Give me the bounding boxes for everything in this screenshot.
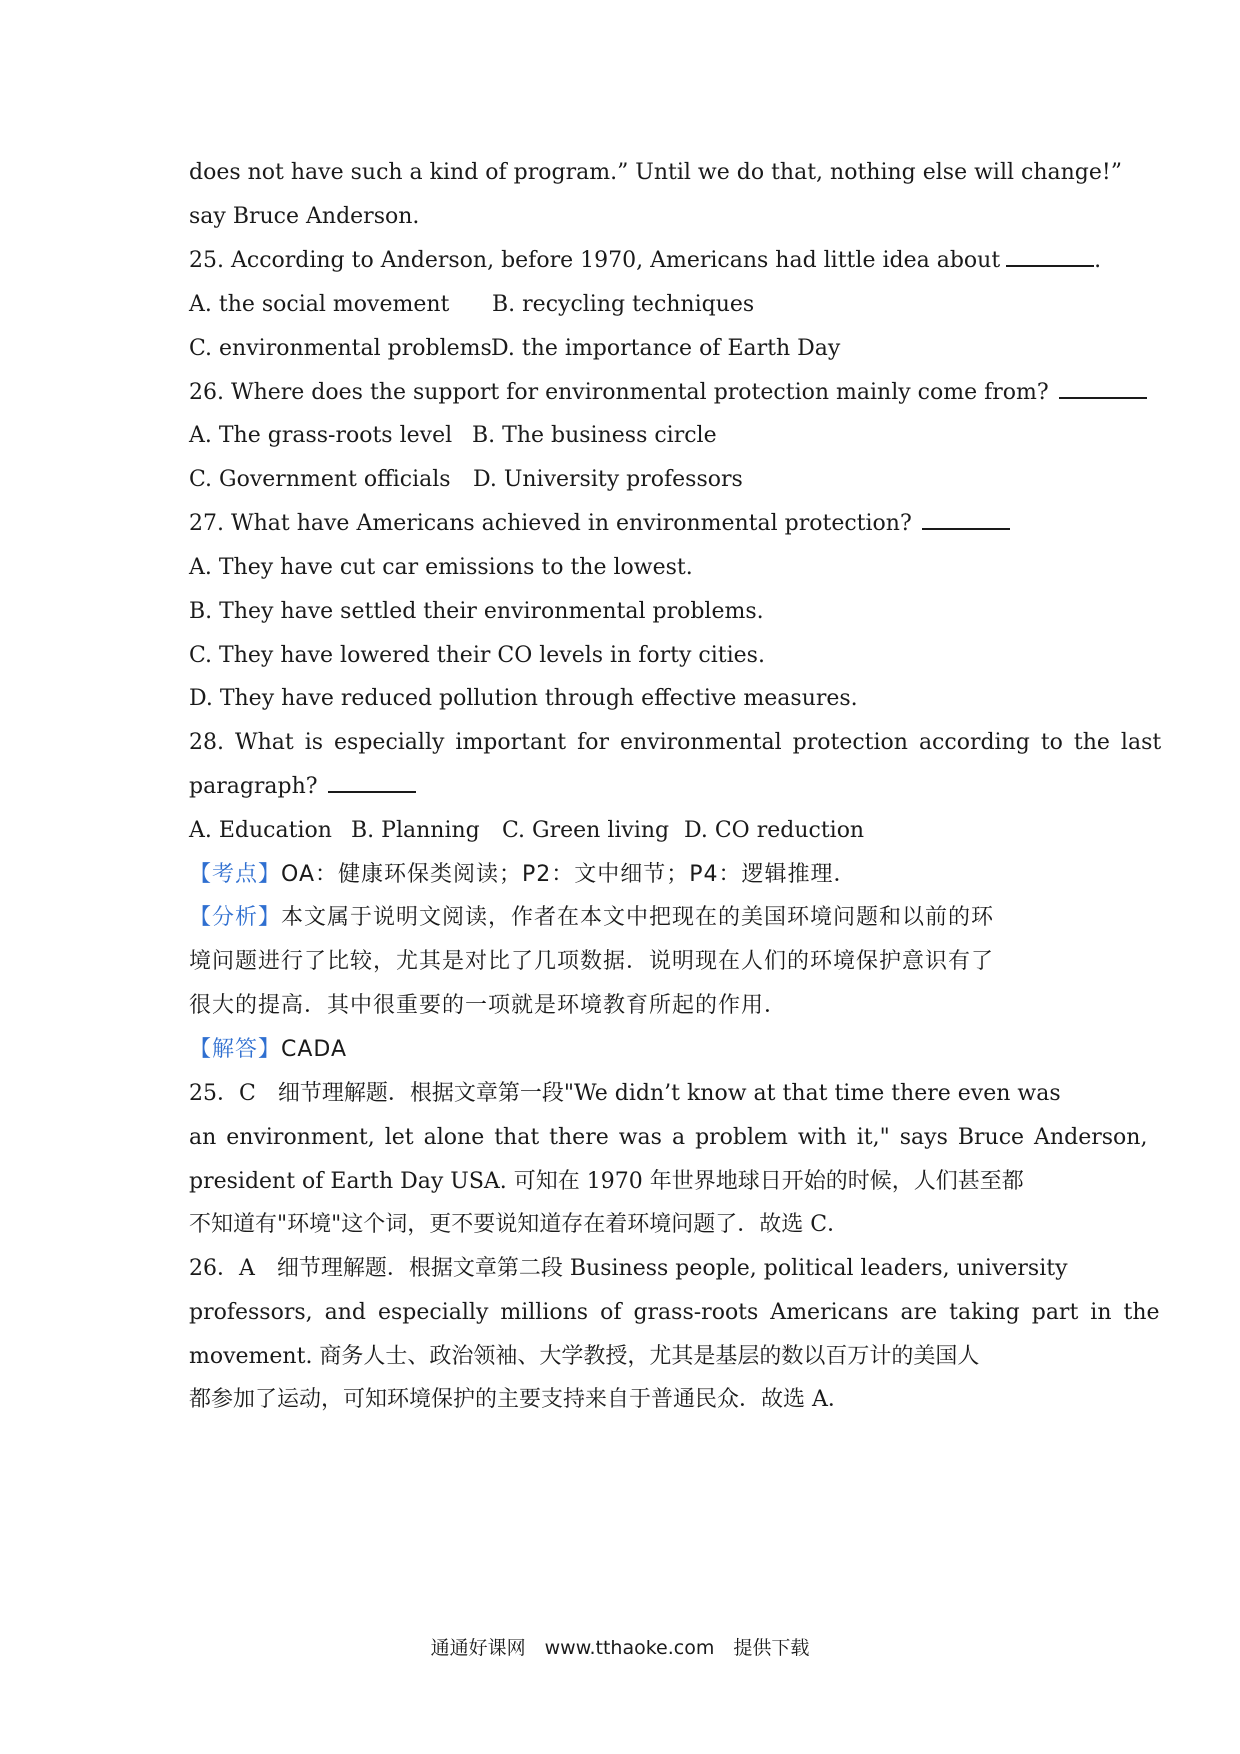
question-27-stem [189,506,1059,542]
jieda-text: CADA [281,1037,348,1062]
fenxi-line-3: 很大的提高．其中很重要的一项就是环境教育所起的作用． [189,993,788,1018]
fenxi-tag: 【分析】 [189,905,282,930]
explanation-26-line-2: professors, and especially millions of grass-roots Americans are taking part in the [189,1300,1160,1325]
fenxi-line-2: 境问题进行了比较，尤其是对比了几项数据．说明现在人们的环境保护意识有了 [189,949,995,974]
question-28-text: paragraph? [189,774,318,799]
option-d: D. CO reduction [684,818,865,843]
option-d: D. University professors [473,467,743,492]
answer-blank [1006,243,1094,267]
question-27-option-b: B. They have settled their environmental problems. [189,599,764,624]
explanation-26-line-1: 26．A 细节理解题．根据文章第二段 Business people, political leaders, university [189,1256,1068,1281]
explanation-25-line-4: 不知道有"环境"这个词，更不要说知道存在着环境问题了．故选 C． [189,1212,850,1237]
explanation-26-line-4: 都参加了运动，可知环境保护的主要支持来自于普通民众．故选 A． [189,1387,850,1412]
question-27-option-d: D. They have reduced pollution through effective measures. [189,686,858,711]
kaodian-line [189,857,1059,893]
fenxi-text: 本文属于说明文阅读，作者在本文中把现在的美国环境问题和以前的环 [281,905,995,930]
explanation-25-line-3: president of Earth Day USA. 可知在 1970 年世界地球日开始的时候，人们甚至都 [189,1169,1024,1194]
option-d: D. the importance of Earth Day [491,336,841,361]
question-25-text: 25. According to Anderson, before 1970, Americans had little idea about [189,248,1001,273]
fenxi-line-1 [189,900,1059,936]
option-c: C. Government officials [189,467,451,492]
answer-blank [328,769,416,793]
question-28-stem-line-2 [189,769,1059,805]
question-26-options-row-1 [189,418,1059,454]
option-b: B. The business circle [472,423,717,448]
jieda-tag: 【解答】 [189,1037,282,1062]
question-26-text: 26. Where does the support for environmental protection mainly come from? [189,380,1049,405]
option-a: A. The grass-roots level [189,423,453,448]
option-a: A. the social movement [189,292,450,317]
answer-blank [922,506,1010,530]
jieda-line [189,1032,1059,1068]
question-25-stem [189,243,1102,279]
explanation-26-line-3: movement. 商务人士、政治领袖、大学教授，尤其是基层的数以百万计的美国人 [189,1344,980,1369]
explanation-25-line-2: an environment, let alone that there was a problem with it," says Bruce Anderson, [189,1125,1148,1150]
question-28-options-row [189,813,1059,849]
option-c: C. Green living [502,818,670,843]
question-28-stem-line-1: 28. What is especially important for environmental protection according to the last [189,730,1162,755]
kaodian-tag: 【考点】 [189,862,282,887]
question-26-options-row-2 [189,462,1059,498]
explanation-25-line-1: 25．C 细节理解题．根据文章第一段"We didn’t know at that time there even was [189,1081,1061,1106]
passage-line-2: say Bruce Anderson. [189,204,420,229]
option-b: B. recycling techniques [492,292,755,317]
option-a: A. Education [189,818,332,843]
question-25-options-row-2 [189,331,1059,367]
answer-blank [1059,375,1147,399]
passage-line-1: does not have such a kind of program.” Until we do that, nothing else will change!” [189,160,1123,185]
question-26-stem [189,375,1059,411]
question-25-options-row-1 [189,287,1059,323]
question-27-text: 27. What have Americans achieved in environmental protection? [189,511,912,536]
option-b: B. Planning [351,818,480,843]
option-c: C. environmental problems [189,336,492,361]
question-27-option-c: C. They have lowered their CO levels in forty cities. [189,643,765,668]
kaodian-text: OA：健康环保类阅读；P2：文中细节；P4：逻辑推理． [281,862,857,887]
question-27-option-a: A. They have cut car emissions to the lowest. [189,555,693,580]
page-footer: 通通好课网 www.tthaoke.com 提供下载 [430,1637,810,1659]
question-25-suffix: . [1094,248,1102,273]
